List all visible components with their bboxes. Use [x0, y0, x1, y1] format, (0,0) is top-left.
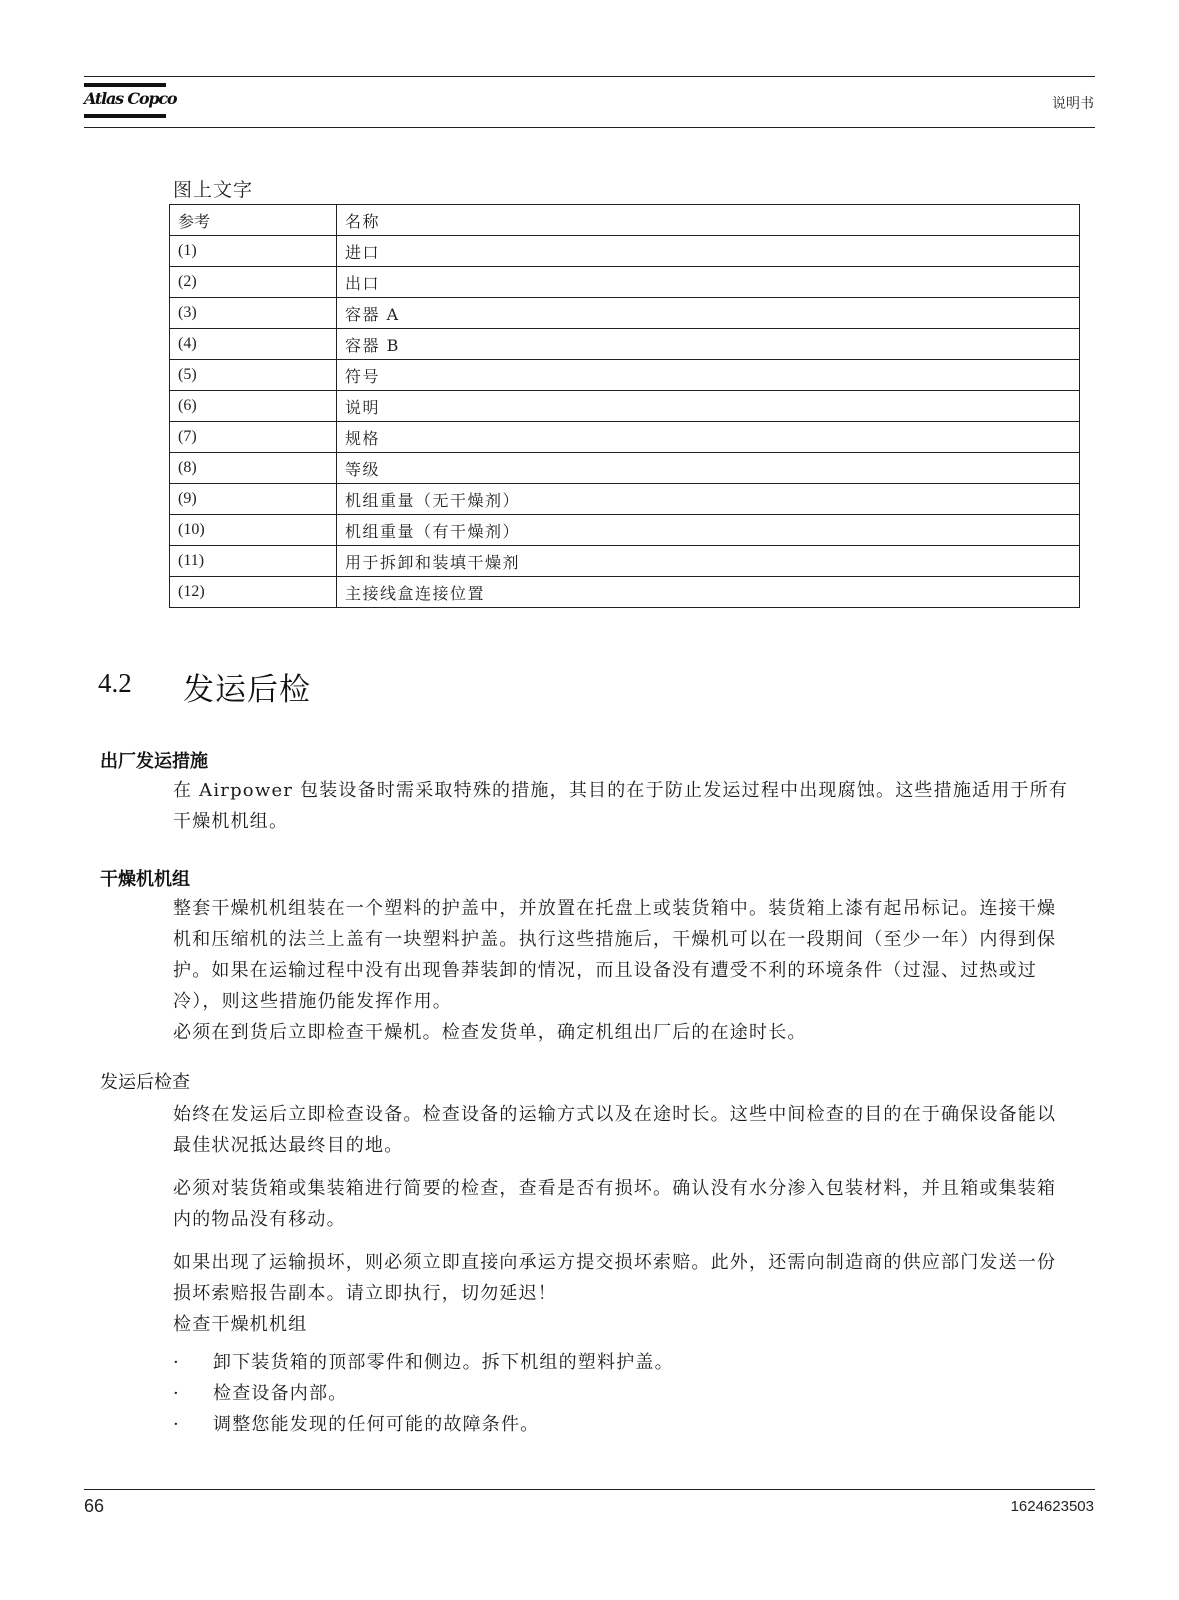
legend-ref-cell: (6)	[170, 391, 337, 422]
list-item-text: 调整您能发现的任何可能的故障条件。	[213, 1414, 540, 1435]
legend-name-cell: 符号	[337, 360, 1080, 391]
legend-ref-cell: (8)	[170, 453, 337, 484]
legend-name-cell: 出口	[337, 267, 1080, 298]
table-row	[170, 546, 1080, 577]
page-number: 66	[84, 1496, 105, 1516]
legend-ref-cell: (9)	[170, 484, 337, 515]
legend-table	[169, 204, 1080, 608]
inspect-paragraph-3: 如果出现了运输损坏，则必须立即直接向承运方提交损坏索赔。此外，还需向制造商的供应部门发送一份损坏索赔报告副本。请立即执行，切勿延迟！	[173, 1252, 1057, 1304]
document-number: 1624623503	[1010, 1498, 1094, 1515]
legend-name-cell: 用于拆卸和装填干燥剂	[337, 546, 1080, 577]
footer-rule	[84, 1489, 1095, 1490]
table-row	[170, 484, 1080, 515]
header-bottom-rule	[84, 127, 1095, 128]
factory-heading: 出厂发运措施	[100, 751, 208, 772]
list-item	[173, 1378, 1073, 1409]
header-title: 说明书	[1052, 96, 1094, 112]
legend-name-cell: 容器 B	[337, 329, 1080, 360]
list-item	[173, 1409, 1073, 1440]
table-row	[170, 422, 1080, 453]
table-row	[170, 298, 1080, 329]
legend-name-cell: 规格	[337, 422, 1080, 453]
legend-name-cell: 主接线盒连接位置	[337, 577, 1080, 608]
dryer-heading: 干燥机机组	[100, 869, 190, 890]
legend-ref-cell: (5)	[170, 360, 337, 391]
table-row	[170, 391, 1080, 422]
inspect-paragraph-1: 始终在发运后立即检查设备。检查设备的运输方式以及在途时长。这些中间检查的目的在于确保设备能以最佳状况抵达最终目的地。	[173, 1104, 1057, 1156]
legend-header-row	[170, 205, 1080, 236]
legend-name-cell: 进口	[337, 236, 1080, 267]
legend-ref-cell: (2)	[170, 267, 337, 298]
logo-wordmark: Atlas Copco	[84, 89, 177, 108]
legend-ref-cell: (1)	[170, 236, 337, 267]
legend-header-name: 名称	[337, 205, 1080, 236]
legend-name-cell: 机组重量（有干燥剂）	[337, 515, 1080, 546]
legend-caption: 图上文字	[173, 179, 254, 201]
header-top-rule	[84, 76, 1095, 77]
list-item-text: 卸下装货箱的顶部零件和侧边。拆下机组的塑料护盖。	[213, 1352, 674, 1373]
legend-ref-cell: (3)	[170, 298, 337, 329]
table-row	[170, 236, 1080, 267]
bullet-dot: ·	[173, 1414, 180, 1435]
table-row	[170, 515, 1080, 546]
factory-paragraph: 在 Airpower 包装设备时需采取特殊的措施，其目的在于防止发运过程中出现腐蚀。这些措施适用于所有干燥机机组。	[173, 780, 1069, 832]
logo-bar-bottom	[84, 114, 166, 118]
list-item-text: 检查设备内部。	[213, 1383, 348, 1404]
legend-ref-cell: (7)	[170, 422, 337, 453]
table-row	[170, 329, 1080, 360]
legend-header-ref: 参考	[170, 205, 337, 236]
legend-name-cell: 机组重量（无干燥剂）	[337, 484, 1080, 515]
section-title: 发运后检	[183, 672, 311, 708]
table-row	[170, 577, 1080, 608]
dryer-paragraph: 整套干燥机机组装在一个塑料的护盖中，并放置在托盘上或装货箱中。装货箱上漆有起吊标记。连接干燥机和压缩机的法兰上盖有一块塑料护盖。执行这些措施后，干燥机可以在一段期间（至少一年）内得到保护。如果在运输过程中没有出现鲁莽装卸的情况，而且设备没有遭受不利的环境条件（过湿、过热或过冷），则这些措施仍能发挥作用。	[173, 898, 1057, 1012]
legend-name-cell: 等级	[337, 453, 1080, 484]
check-heading: 检查干燥机机组	[173, 1314, 308, 1335]
legend-ref-cell: (12)	[170, 577, 337, 608]
table-row	[170, 267, 1080, 298]
legend-name-cell: 容器 A	[337, 298, 1080, 329]
check-list	[173, 1347, 1073, 1440]
inspect-heading: 发运后检查	[100, 1072, 190, 1093]
legend-name-cell: 说明	[337, 391, 1080, 422]
section-number: 4.2	[98, 668, 132, 698]
atlas-copco-logo	[84, 83, 177, 123]
dryer-paragraph-2: 必须在到货后立即检查干燥机。检查发货单，确定机组出厂后的在途时长。	[173, 1022, 807, 1043]
list-item	[173, 1347, 1073, 1378]
table-row	[170, 360, 1080, 391]
legend-ref-cell: (10)	[170, 515, 337, 546]
logo-bar-top	[84, 83, 166, 87]
legend-ref-cell: (4)	[170, 329, 337, 360]
bullet-dot: ·	[173, 1352, 180, 1373]
legend-ref-cell: (11)	[170, 546, 337, 577]
table-row	[170, 453, 1080, 484]
inspect-paragraph-2: 必须对装货箱或集装箱进行简要的检查，查看是否有损坏。确认没有水分渗入包装材料，并且箱或集装箱内的物品没有移动。	[173, 1178, 1057, 1230]
bullet-dot: ·	[173, 1383, 180, 1404]
